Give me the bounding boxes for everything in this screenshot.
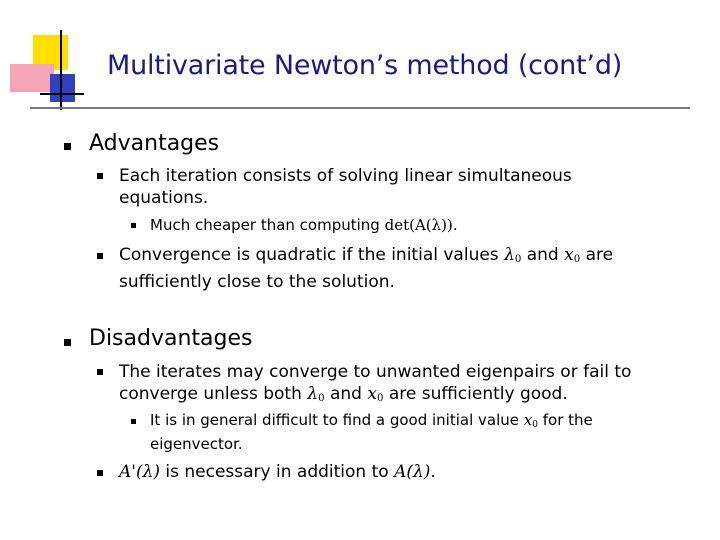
logo-blue-square bbox=[50, 74, 75, 102]
bullet-icon bbox=[97, 369, 103, 375]
bullet-icon bbox=[64, 339, 71, 346]
logo-horizontal-line bbox=[40, 93, 84, 95]
advantage-item-2: Convergence is quadratic if the initial values $\lambda_0$ and $x_0$ are sufficiently close to the solution. bbox=[119, 245, 614, 293]
slide-title: Multivariate Newton’s method (cont’d) bbox=[107, 50, 623, 81]
bullet-icon bbox=[64, 143, 71, 150]
decorative-logo bbox=[0, 0, 110, 120]
logo-vertical-line bbox=[60, 30, 62, 110]
logo-pink-square bbox=[10, 64, 54, 92]
disadvantage-item-1: The iterates may converge to unwanted eigenpairs or fail to converge unless both $\lambda_0$ and $x_0$ are sufficiently good. bbox=[119, 362, 632, 405]
advantage-item-1-sub: Much cheaper than computing det(A(λ)). bbox=[150, 216, 458, 234]
section-heading-disadvantages: Disadvantages bbox=[89, 326, 253, 351]
bullet-icon bbox=[131, 419, 136, 424]
advantage-item-1: Each iteration consists of solving linear simultaneous equations. bbox=[119, 166, 572, 208]
bullet-icon bbox=[97, 253, 103, 259]
bullet-icon bbox=[131, 223, 136, 228]
bullet-icon bbox=[97, 173, 103, 179]
title-divider bbox=[30, 107, 690, 109]
disadvantage-item-2: A'(λ) is necessary in addition to A(λ). bbox=[119, 462, 436, 482]
disadvantage-item-1-sub: It is in general difficult to find a good initial value $x_0$ for the eigenvector. bbox=[150, 411, 593, 453]
bullet-icon bbox=[97, 470, 103, 476]
section-heading-advantages: Advantages bbox=[89, 131, 220, 156]
